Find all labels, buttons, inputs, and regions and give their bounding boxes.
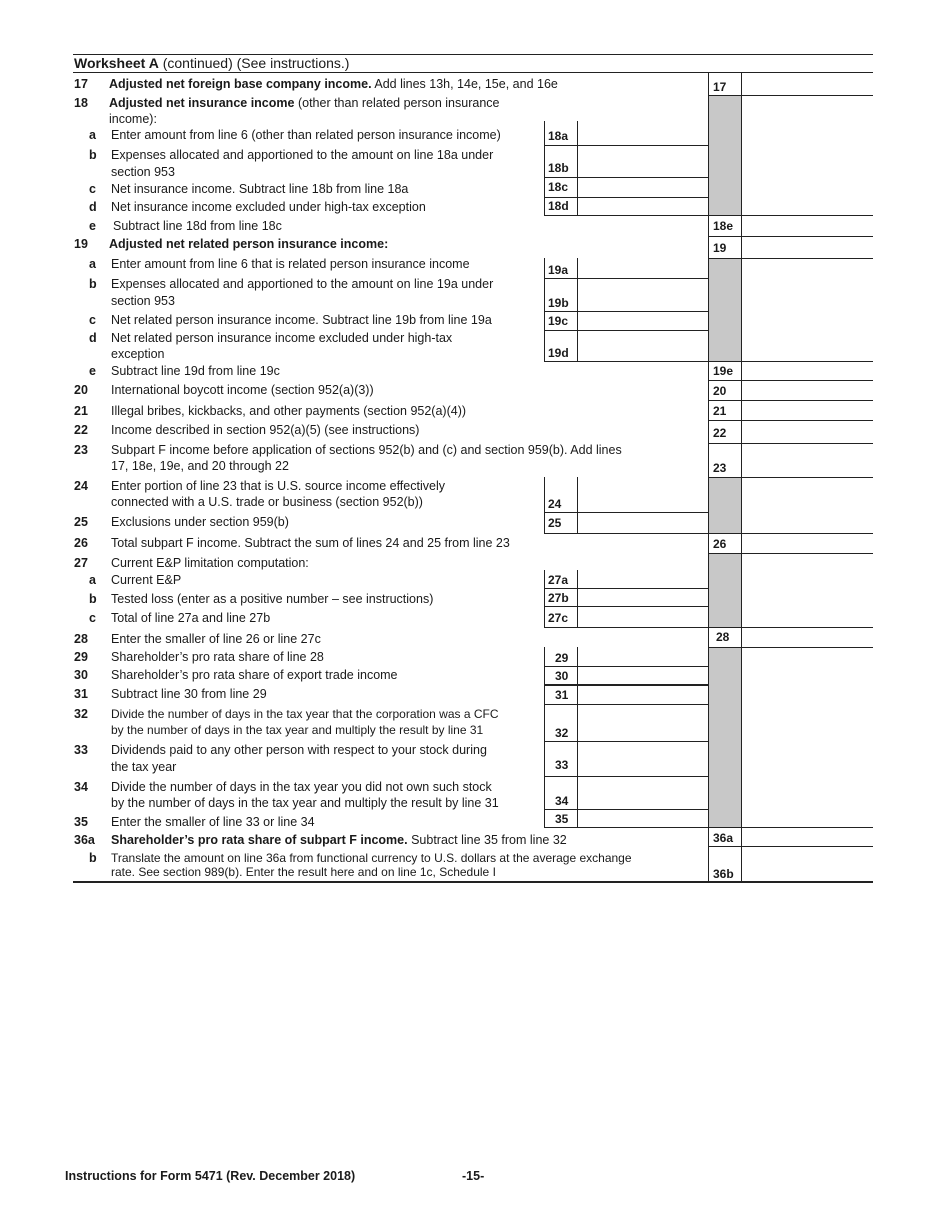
rule-27b bbox=[544, 606, 708, 607]
line-34-text2: by the number of days in the tax year and multiply the result by line 31 bbox=[111, 796, 499, 810]
line-25-text: Exclusions under section 959(b) bbox=[111, 515, 289, 529]
box-19c-label: 19c bbox=[548, 314, 569, 328]
rule-28 bbox=[708, 647, 873, 648]
line-18b-text2: section 953 bbox=[111, 165, 175, 179]
rule-18d bbox=[544, 215, 708, 216]
box-21-label: 21 bbox=[713, 404, 727, 418]
mid-rule-19-left bbox=[544, 258, 545, 361]
mid-rule-27-left bbox=[544, 570, 545, 628]
input-36a[interactable] bbox=[742, 829, 872, 845]
rule-18e bbox=[708, 236, 873, 237]
input-19d[interactable] bbox=[579, 343, 707, 359]
box-20-label: 20 bbox=[713, 384, 727, 398]
box-18c-label: 18c bbox=[548, 180, 569, 194]
box-29-label: 29 bbox=[555, 651, 569, 665]
rule-20 bbox=[708, 400, 873, 401]
line-19a-text: Enter amount from line 6 that is related person insurance income bbox=[111, 257, 470, 271]
input-25[interactable] bbox=[579, 515, 707, 531]
rule-26-top bbox=[708, 533, 873, 534]
box-19e-label: 19e bbox=[713, 364, 734, 378]
header-rule bbox=[73, 72, 873, 73]
line-23-text: Subpart F income before application of sections 952(b) and (c) and section 959(b). Add lines bbox=[111, 443, 622, 457]
shade-19 bbox=[709, 258, 741, 361]
shade-18 bbox=[709, 95, 741, 215]
rule-19e bbox=[708, 380, 873, 381]
rule-27c bbox=[544, 627, 708, 628]
box-27a-label: 27a bbox=[548, 573, 569, 587]
line-18c-text: Net insurance income. Subtract line 18b from line 18a bbox=[111, 182, 409, 196]
line-number: 30 bbox=[74, 668, 88, 682]
bottom-rule bbox=[73, 881, 873, 883]
line-number: 25 bbox=[74, 515, 88, 529]
line-33-text2: the tax year bbox=[111, 760, 177, 774]
line-19-text: Adjusted net related person insurance income: bbox=[109, 237, 389, 251]
rule-18a bbox=[544, 145, 708, 146]
line-number: 34 bbox=[74, 780, 88, 794]
box-18a-label: 18a bbox=[548, 129, 569, 143]
line-20-text: International boycott income (section 952(a)(3)) bbox=[111, 383, 374, 397]
box-18d-label: 18d bbox=[548, 199, 569, 213]
line-number: 28 bbox=[74, 632, 88, 646]
line-letter: a bbox=[89, 257, 96, 271]
line-18-text2: income): bbox=[109, 112, 157, 126]
rule-19a bbox=[544, 278, 708, 279]
box-24-label: 24 bbox=[548, 497, 562, 511]
line-27c-text: Total of line 27a and line 27b bbox=[111, 611, 271, 625]
box-27b-label: 27b bbox=[548, 591, 569, 605]
line-19d-text: Net related person insurance income excluded under high-tax bbox=[111, 331, 453, 345]
line-number: 20 bbox=[74, 383, 88, 397]
box-33-label: 33 bbox=[555, 758, 569, 772]
line-32-text2: by the number of days in the tax year and multiply the result by line 31 bbox=[111, 723, 484, 737]
line-letter: a bbox=[89, 573, 96, 587]
line-26-text: Total subpart F income. Subtract the sum of lines 24 and 25 from line 23 bbox=[111, 536, 510, 550]
rule-36a-top bbox=[708, 827, 873, 828]
rule-19b bbox=[544, 311, 708, 312]
box-18b-label: 18b bbox=[548, 161, 569, 175]
line-35-text: Enter the smaller of line 33 or line 34 bbox=[111, 815, 315, 829]
line-letter: a bbox=[89, 128, 96, 142]
rule-30 bbox=[544, 684, 708, 686]
line-number: 19 bbox=[74, 237, 88, 251]
input-31[interactable] bbox=[579, 687, 707, 703]
box-34-label: 34 bbox=[555, 794, 569, 808]
box-19-label: 19 bbox=[713, 241, 727, 255]
input-18c[interactable] bbox=[579, 179, 707, 195]
box-17-label: 17 bbox=[713, 80, 727, 94]
rule-22 bbox=[708, 443, 873, 444]
line-number: 21 bbox=[74, 404, 88, 418]
line-number: 36a bbox=[74, 833, 95, 847]
rule-24 bbox=[544, 512, 708, 513]
mid-rule-27-right bbox=[577, 570, 578, 628]
line-number: 35 bbox=[74, 815, 88, 829]
box-31-label: 31 bbox=[555, 688, 569, 702]
line-31-text: Subtract line 30 from line 29 bbox=[111, 687, 267, 701]
rule-18b bbox=[544, 177, 708, 178]
rule-28-top bbox=[708, 627, 873, 628]
line-24-text: Enter portion of line 23 that is U.S. source income effectively bbox=[111, 479, 445, 493]
input-17[interactable] bbox=[742, 77, 872, 93]
line-letter: d bbox=[89, 200, 97, 214]
rule-32 bbox=[544, 741, 708, 742]
line-27b-text: Tested loss (enter as a positive number – see instructions) bbox=[111, 592, 434, 606]
input-27c[interactable] bbox=[579, 609, 707, 625]
line-number: 32 bbox=[74, 707, 88, 721]
mid-rule-29-left bbox=[544, 647, 545, 827]
box-18e-label: 18e bbox=[713, 219, 734, 233]
input-26[interactable] bbox=[742, 535, 872, 551]
line-19b-text2: section 953 bbox=[111, 294, 175, 308]
rule-19c bbox=[544, 330, 708, 331]
rule-21 bbox=[708, 420, 873, 421]
rule-19d bbox=[544, 361, 708, 362]
line-letter: b bbox=[89, 277, 97, 291]
line-36b-text: Translate the amount on line 36a from functional currency to U.S. dollars at the average exchange bbox=[111, 851, 632, 865]
box-35-label: 35 bbox=[555, 812, 569, 826]
mid-rule-18-left bbox=[544, 121, 545, 216]
line-letter: c bbox=[89, 611, 96, 625]
line-number: 26 bbox=[74, 536, 88, 550]
line-letter: c bbox=[89, 313, 96, 327]
rule-23 bbox=[708, 477, 873, 478]
line-letter: e bbox=[89, 219, 96, 233]
line-letter: e bbox=[89, 364, 96, 378]
input-19e[interactable] bbox=[742, 363, 872, 379]
rule-26 bbox=[708, 553, 873, 554]
line-19c-text: Net related person insurance income. Subtract line 19b from line 19a bbox=[111, 313, 492, 327]
line-19d-text2: exception bbox=[111, 347, 165, 361]
input-29[interactable] bbox=[579, 649, 707, 665]
line-29-text: Shareholder’s pro rata share of line 28 bbox=[111, 650, 324, 664]
box-30-label: 30 bbox=[555, 669, 569, 683]
box-19a-label: 19a bbox=[548, 263, 569, 277]
line-number: 17 bbox=[74, 77, 88, 91]
line-18e-text: Subtract line 18d from line 18c bbox=[113, 219, 282, 233]
input-19c[interactable] bbox=[579, 313, 707, 329]
input-19b[interactable] bbox=[579, 293, 707, 309]
box-19b-label: 19b bbox=[548, 296, 569, 310]
rule-33 bbox=[544, 776, 708, 777]
worksheet-title: Worksheet A (continued) (See instructions.) bbox=[74, 55, 350, 71]
line-18b-text: Expenses allocated and apportioned to the amount on line 18a under bbox=[111, 148, 494, 162]
rule-19 bbox=[708, 258, 873, 259]
line-number: 27 bbox=[74, 556, 88, 570]
line-letter: b bbox=[89, 148, 97, 162]
line-letter: d bbox=[89, 331, 97, 345]
line-28-text: Enter the smaller of line 26 or line 27c bbox=[111, 632, 321, 646]
line-number: 31 bbox=[74, 687, 88, 701]
line-number: 33 bbox=[74, 743, 88, 757]
line-19b-text: Expenses allocated and apportioned to the amount on line 19a under bbox=[111, 277, 494, 291]
mid-rule-18-right bbox=[577, 121, 578, 216]
input-24[interactable] bbox=[579, 494, 707, 510]
line-23-text2: 17, 18e, 19e, and 20 through 22 bbox=[111, 459, 289, 473]
line-number: 23 bbox=[74, 443, 88, 457]
rule-36a bbox=[708, 846, 873, 847]
input-19a[interactable] bbox=[579, 260, 707, 276]
mid-rule-24-right bbox=[577, 477, 578, 533]
rule-19e-top bbox=[708, 361, 873, 362]
box-22-label: 22 bbox=[713, 426, 727, 440]
input-18a[interactable] bbox=[579, 127, 707, 143]
mid-rule-24-left bbox=[544, 477, 545, 533]
line-letter: b bbox=[89, 592, 97, 606]
line-number: 22 bbox=[74, 423, 88, 437]
box-36b-label: 36b bbox=[713, 867, 734, 881]
input-28[interactable] bbox=[742, 629, 872, 645]
input-30[interactable] bbox=[579, 667, 707, 683]
box-26-label: 26 bbox=[713, 537, 727, 551]
line-36b-text2: rate. See section 989(b). Enter the result here and on line 1c, Schedule I bbox=[111, 865, 496, 879]
input-23[interactable] bbox=[742, 458, 872, 474]
mid-rule-19-right bbox=[577, 258, 578, 361]
input-18e[interactable] bbox=[742, 218, 872, 234]
input-20[interactable] bbox=[742, 382, 872, 398]
footer-page-number: -15- bbox=[462, 1169, 485, 1183]
rule-35 bbox=[544, 827, 708, 828]
line-34-text: Divide the number of days in the tax year you did not own such stock bbox=[111, 780, 492, 794]
input-36b[interactable] bbox=[742, 862, 872, 878]
line-number: 24 bbox=[74, 479, 88, 493]
input-33[interactable] bbox=[579, 757, 707, 773]
rule-18e-top bbox=[708, 215, 873, 216]
line-24-text2: connected with a U.S. trade or business (section 952(b)) bbox=[111, 495, 423, 509]
box-32-label: 32 bbox=[555, 726, 569, 740]
input-21[interactable] bbox=[742, 402, 872, 418]
box-28-label: 28 bbox=[716, 630, 730, 644]
line-letter: c bbox=[89, 182, 96, 196]
line-21-text: Illegal bribes, kickbacks, and other payments (section 952(a)(4)) bbox=[111, 404, 467, 418]
rule-31 bbox=[544, 704, 708, 705]
line-22-text: Income described in section 952(a)(5) (see instructions) bbox=[111, 423, 420, 437]
box-19d-label: 19d bbox=[548, 346, 569, 360]
line-17-text: Adjusted net foreign base company income. Add lines 13h, 14e, 15e, and 16e bbox=[109, 77, 558, 91]
line-33-text: Dividends paid to any other person with respect to your stock during bbox=[111, 743, 487, 757]
line-number: 18 bbox=[74, 96, 88, 110]
box-36a-label: 36a bbox=[713, 831, 734, 845]
input-27b[interactable] bbox=[579, 589, 707, 605]
box-27c-label: 27c bbox=[548, 611, 569, 625]
input-32[interactable] bbox=[579, 723, 707, 739]
input-19[interactable] bbox=[742, 239, 872, 255]
shade-27 bbox=[709, 553, 741, 627]
rule-17 bbox=[708, 95, 873, 96]
footer-form-title: Instructions for Form 5471 (Rev. December 2018) bbox=[65, 1169, 356, 1183]
mid-rule-29-right bbox=[577, 647, 578, 827]
line-27a-text: Current E&P bbox=[111, 573, 182, 587]
line-18-text: Adjusted net insurance income (other than related person insurance bbox=[109, 96, 500, 110]
line-number: 29 bbox=[74, 650, 88, 664]
box-23-label: 23 bbox=[713, 461, 727, 475]
rule-25 bbox=[544, 533, 708, 534]
line-30-text: Shareholder’s pro rata share of export trade income bbox=[111, 668, 398, 682]
input-18d[interactable] bbox=[579, 198, 707, 214]
input-22[interactable] bbox=[742, 424, 872, 440]
input-34[interactable] bbox=[579, 791, 707, 807]
line-27-text: Current E&P limitation computation: bbox=[111, 556, 309, 570]
input-27a[interactable] bbox=[579, 571, 707, 587]
input-18b[interactable] bbox=[579, 158, 707, 174]
line-36a-text: Shareholder’s pro rata share of subpart F income. Subtract line 35 from line 32 bbox=[111, 833, 567, 847]
line-19e-text: Subtract line 19d from line 19c bbox=[111, 364, 280, 378]
line-32-text: Divide the number of days in the tax year that the corporation was a CFC bbox=[111, 707, 499, 721]
shade-24-25 bbox=[709, 477, 741, 533]
box-25-label: 25 bbox=[548, 516, 562, 530]
line-18a-text: Enter amount from line 6 (other than related person insurance income) bbox=[111, 128, 501, 142]
shade-29-35 bbox=[709, 647, 741, 827]
line-letter: b bbox=[89, 851, 97, 865]
line-18d-text: Net insurance income excluded under high-tax exception bbox=[111, 200, 426, 214]
input-35[interactable] bbox=[579, 810, 707, 826]
